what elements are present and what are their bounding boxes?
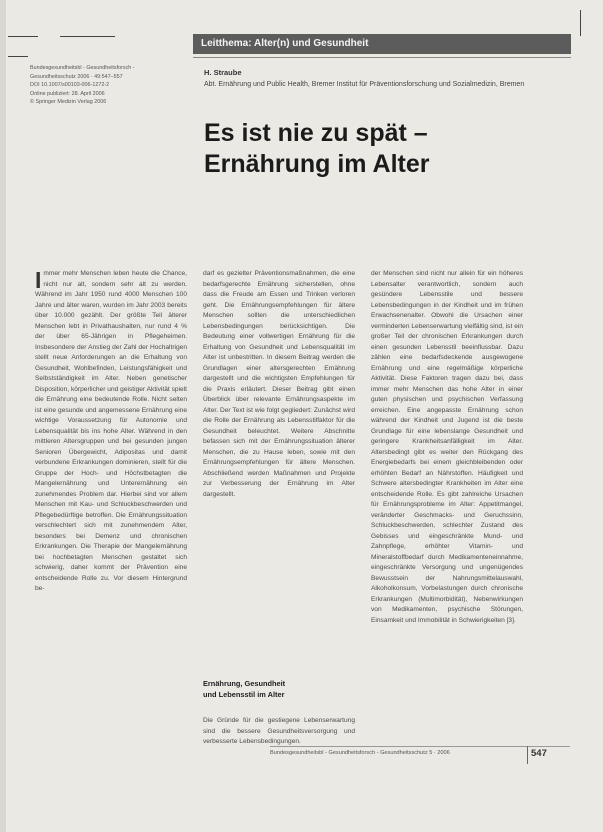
column1-text: mmer mehr Menschen leben heute die Chance, nicht nur alt, sondern sehr alt zu werden. Während im Jahr 1950 rund 4000 Menschen 100 Jahre und älter waren, wurden im Jahr 2003 bereits über 10.000 gezählt. Der größte Teil älterer Menschen lebt in Privathaushalten, nur rund 4 % der über 65-Jährigen in Pflegeheimen. Insbesondere der Anstieg der Zahl der Hochaltrigen stellt neue Anforderungen an die Erhaltung von Gesundheit, Wohlbefinden, Leistungsfähigkeit und Selbstständigkeit im Alter. Neben genetischer Disposition, körperlicher und geistiger Aktivität spielt die Ernährung eine bedeutende Rolle. Nicht selten ist eine gesunde und angemessene Ernährung eine wichtige Voraussetzung für Autonomie und Lebensqualität bis ins hohe Alter. Während in den mittleren Altersgruppen und bei gesunden jungen Senioren Übergewicht, Adipositas und damit verbundene Erkrankungen dominieren, stellt für die Gruppe der Hoch- und Höchstbetagten die Mangelernährung und Unterernährung ein zunehmendes Problem dar. Hierbei sind vor allem Menschen mit Kau- und Schluckbeschwerden und Pflegebedürftige betroffen. Die Ernährungssituation verschlechtert sich mit zunehmendem Alter, besonders bei Demenz und chronischen Erkrankungen. Die Therapie der Mangelernährung bei hochbetagten Menschen gestaltet sich schwierig, daher kommt der Prävention eine entscheidende Rolle zu. Vor diesem Hintergrund be- — [35, 270, 187, 592]
author-name: H. Straube — [204, 68, 242, 77]
crop-mark — [60, 36, 115, 37]
pubinfo-line: DOI 10.1007/s00103-006-1272-2 — [30, 82, 110, 89]
subheading-line: Ernährung, Gesundheit — [203, 679, 286, 688]
crop-mark — [8, 56, 28, 57]
author-affiliation: Abt. Ernährung und Public Health, Bremer Institut für Präventionsforschung und Sozialmedizin, Bremen — [204, 81, 525, 88]
pubinfo-line: © Springer Medizin Verlag 2006 — [30, 99, 107, 106]
body-column-3 — [371, 269, 523, 759]
title-line: Es ist nie zu spät – — [204, 119, 428, 147]
drop-cap: I — [35, 269, 42, 293]
column3-text: der Menschen sind nicht nur allein für ein höheres Lebensalter verantwortlich, sondern auch gesündere Lebensstile und bessere Lebensbedingungen in der Kindheit und im frühen Erwachsenenalter. Obwohl die Ursachen einer verminderten Lebenserwartung vielfältig sind, ist ein großer Teil der chronischen Erkrankungen durch einen gesunden Lebensstil beeinflussbar. Dazu zählen eine bedarfsdeckende ausgewogene Ernährung und eine regelmäßige körperliche Aktivität. Diese Faktoren tragen dazu bei, dass immer mehr Menschen das hohe Alter in einer guten physischen und psychischen Verfassung erreichen. Eine angepasste Ernährung schon während der Kindheit und Jugend ist die beste Grundlage für eine lebenslange Gesundheit und geringere Krankheitsanfälligkeit im Alter. Altersbedingt gibt es weiter den Rückgang des Energiebedarfs bei einem gleichbleibenden oder erhöhten Bedarf an Nährstoffen. Häufigkeit und Schwere altersbedingter Krankheiten im Alter eine entscheidende Rolle. Es gibt zahlreiche Ursachen für Ernährungsprobleme im Alter: Appetitmangel, veränderter Geschmacks- und Geruchssinn, Schluckbeschwerden, schlechter Zustand des Gebisses und eingeschränkte Mund- und Zahnpflege, erhöhter Vitamin- und Mineralstoffbedarf durch Medikamenteneinnahme, eingeschränkte Versorgung und ungenügendes Bewusstsein der Nahrungsmittelauswahl, Alkoholkonsum, Vorbelastungen durch chronische Erkrankungen (Multimorbidität), Nebenwirkungen von Medikamenten, psychische Störungen, Einsamkeit und Immobilität in Schwierigkeiten [3]. — [371, 270, 523, 624]
paragraph — [35, 269, 187, 595]
footer-separator — [527, 746, 528, 764]
publication-info — [30, 64, 180, 107]
body-column-2 — [203, 269, 355, 651]
crop-mark — [580, 10, 581, 36]
title-line: Ernährung im Alter — [204, 150, 430, 178]
header-rule — [193, 57, 571, 58]
article-title — [204, 118, 574, 180]
column2-continued-text: Die Gründe für die gestiegene Lebenserwartung sind die bessere Gesundheitsversorgung und verbesserte Lebensbedingungen. — [203, 717, 355, 745]
crop-mark — [8, 36, 38, 37]
section-header: Leitthema: Alter(n) und Gesundheit — [193, 34, 571, 54]
footer-journal: Bundesgesundheitsbl - Gesundheitsforsch - Gesundheitsschutz 5 · 2006 — [270, 750, 450, 756]
page-number: 547 — [531, 748, 547, 759]
subheading-line: und Lebensstil im Alter — [203, 690, 285, 699]
pubinfo-line: Gesundheitsschutz 2006 · 49:547–557 — [30, 73, 123, 80]
pubinfo-line: Bundesgesundheitsbl - Gesundheitsforsch - — [30, 65, 135, 71]
scan-edge — [0, 0, 6, 832]
body-column-1 — [35, 269, 187, 781]
footer-rule — [270, 746, 570, 747]
column2-text: darf es gezielter Präventionsmaßnahmen, die eine bedarfsgerechte Ernährung sicherstellen, ohne dass die Freude am Essen und Trinken verloren geht. Die Ernährungsempfehlungen für ältere Menschen sollten die unterschiedlichen Lebensbedingungen berücksichtigen. Die Bedeutung einer vollwertigen Ernährung für die Erhaltung von Gesundheit und Lebensqualität im Alter ist unbestritten. In diesem Beitrag werden die Grundlagen einer altersgerechten Ernährung dargestellt und die wichtigsten Empfehlungen für die Praxis erläutert. Dieser Beitrag gibt einen Überblick über relevante Ernährungsaspekte im Alter. Der Text ist wie folgt gegliedert: Zunächst wird die Rolle der Ernährung als Lebensstilfaktor für die Gesundheit beleuchtet. Weitere Abschnitte befassen sich mit der Ernährungssituation älterer Menschen, die zu Hause leben, sowie mit den Ernährungsempfehlungen für ältere Menschen. Abschließend werden Maßnahmen und Projekte zur Verbesserung der Ernährung im Alter dargestellt. — [203, 270, 355, 498]
pubinfo-line: Online publiziert: 28. April 2006 — [30, 90, 105, 97]
section-subheading — [203, 678, 355, 700]
